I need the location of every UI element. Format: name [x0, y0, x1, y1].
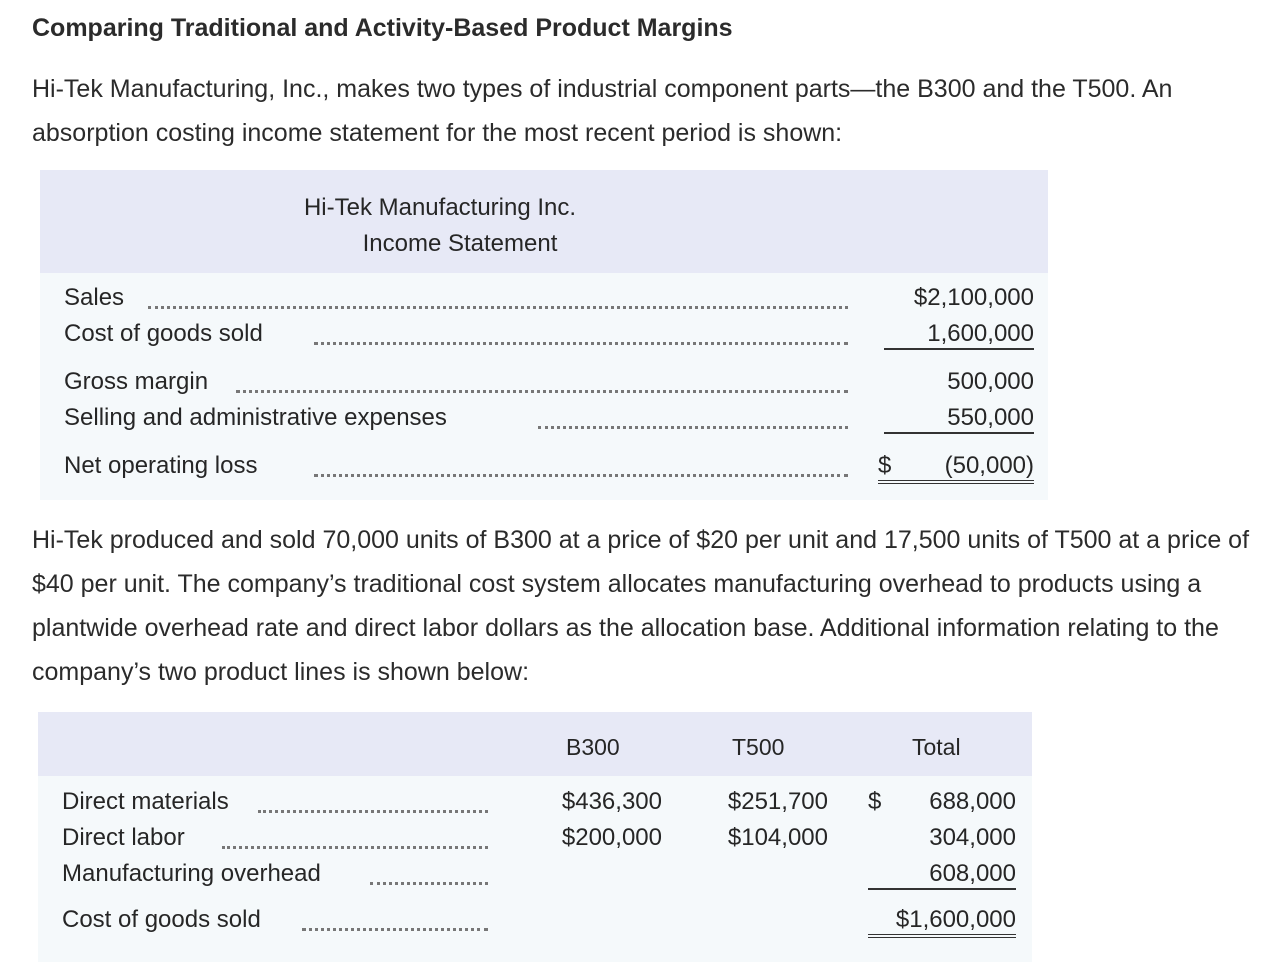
- row-label: Gross margin: [64, 368, 209, 395]
- row-amount-cell: [878, 452, 1034, 484]
- product-cost-table: [38, 712, 1032, 962]
- row-amount: 550,000: [884, 404, 1034, 434]
- intro-paragraph: Hi-Tek Manufacturing, Inc., makes two types of industrial component parts—the B300 and the T500. An absorption costing income statement for the most recent period is shown:: [32, 75, 1173, 147]
- total-value: 304,000: [929, 824, 1016, 851]
- column-header-total: Total: [912, 734, 961, 760]
- leader-dots: [538, 422, 848, 429]
- b300-value: $436,300: [561, 788, 662, 815]
- table-header-band: [38, 712, 1032, 776]
- total-value: $1,600,000: [868, 906, 1016, 938]
- row-amount: $2,100,000: [913, 284, 1034, 311]
- currency-symbol: $: [878, 452, 892, 479]
- leader-dots: [258, 806, 488, 813]
- statement-title: Income Statement: [362, 230, 558, 257]
- t500-value: $104,000: [727, 824, 828, 851]
- column-header-b300: B300: [566, 734, 620, 760]
- leader-dots: [314, 470, 848, 477]
- total-value: 608,000: [868, 860, 1016, 890]
- total-value: 688,000: [929, 788, 1016, 815]
- page-title: Comparing Traditional and Activity-Based Product Margins: [32, 14, 733, 42]
- row-label: Net operating loss: [64, 452, 258, 479]
- leader-dots: [148, 302, 848, 309]
- statement-company: Hi-Tek Manufacturing Inc.: [303, 194, 577, 221]
- total-cell: [868, 788, 1016, 816]
- row-label: Direct materials: [62, 788, 229, 815]
- leader-dots: [314, 338, 848, 345]
- row-label: Sales: [64, 284, 125, 311]
- leader-dots: [302, 924, 488, 931]
- middle-paragraph: Hi-Tek produced and sold 70,000 units of B300 at a price of $20 per unit and 17,500 units of T500 at a price of $40 per unit. The company’s traditional cost system allocates manufacturing overhead to products using a plantwide overhead rate and direct labor dollars as the allocation base. Additional information relating to the company’s two product lines is shown below:: [32, 526, 1250, 686]
- leader-dots: [370, 878, 488, 885]
- row-amount: (50,000): [944, 452, 1034, 479]
- income-statement-table: [40, 170, 1048, 500]
- row-amount: 500,000: [947, 368, 1034, 395]
- column-header-t500: T500: [732, 734, 785, 760]
- leader-dots: [236, 386, 848, 393]
- row-label: Selling and administrative expenses: [64, 404, 447, 431]
- row-amount: 1,600,000: [884, 320, 1034, 350]
- leader-dots: [222, 842, 488, 849]
- b300-value: $200,000: [561, 824, 662, 851]
- row-label: Cost of goods sold: [64, 320, 263, 347]
- t500-value: $251,700: [727, 788, 828, 815]
- row-label: Direct labor: [62, 824, 185, 851]
- row-label: Cost of goods sold: [62, 906, 261, 933]
- row-label: Manufacturing overhead: [62, 860, 321, 887]
- currency-symbol: $: [868, 788, 882, 815]
